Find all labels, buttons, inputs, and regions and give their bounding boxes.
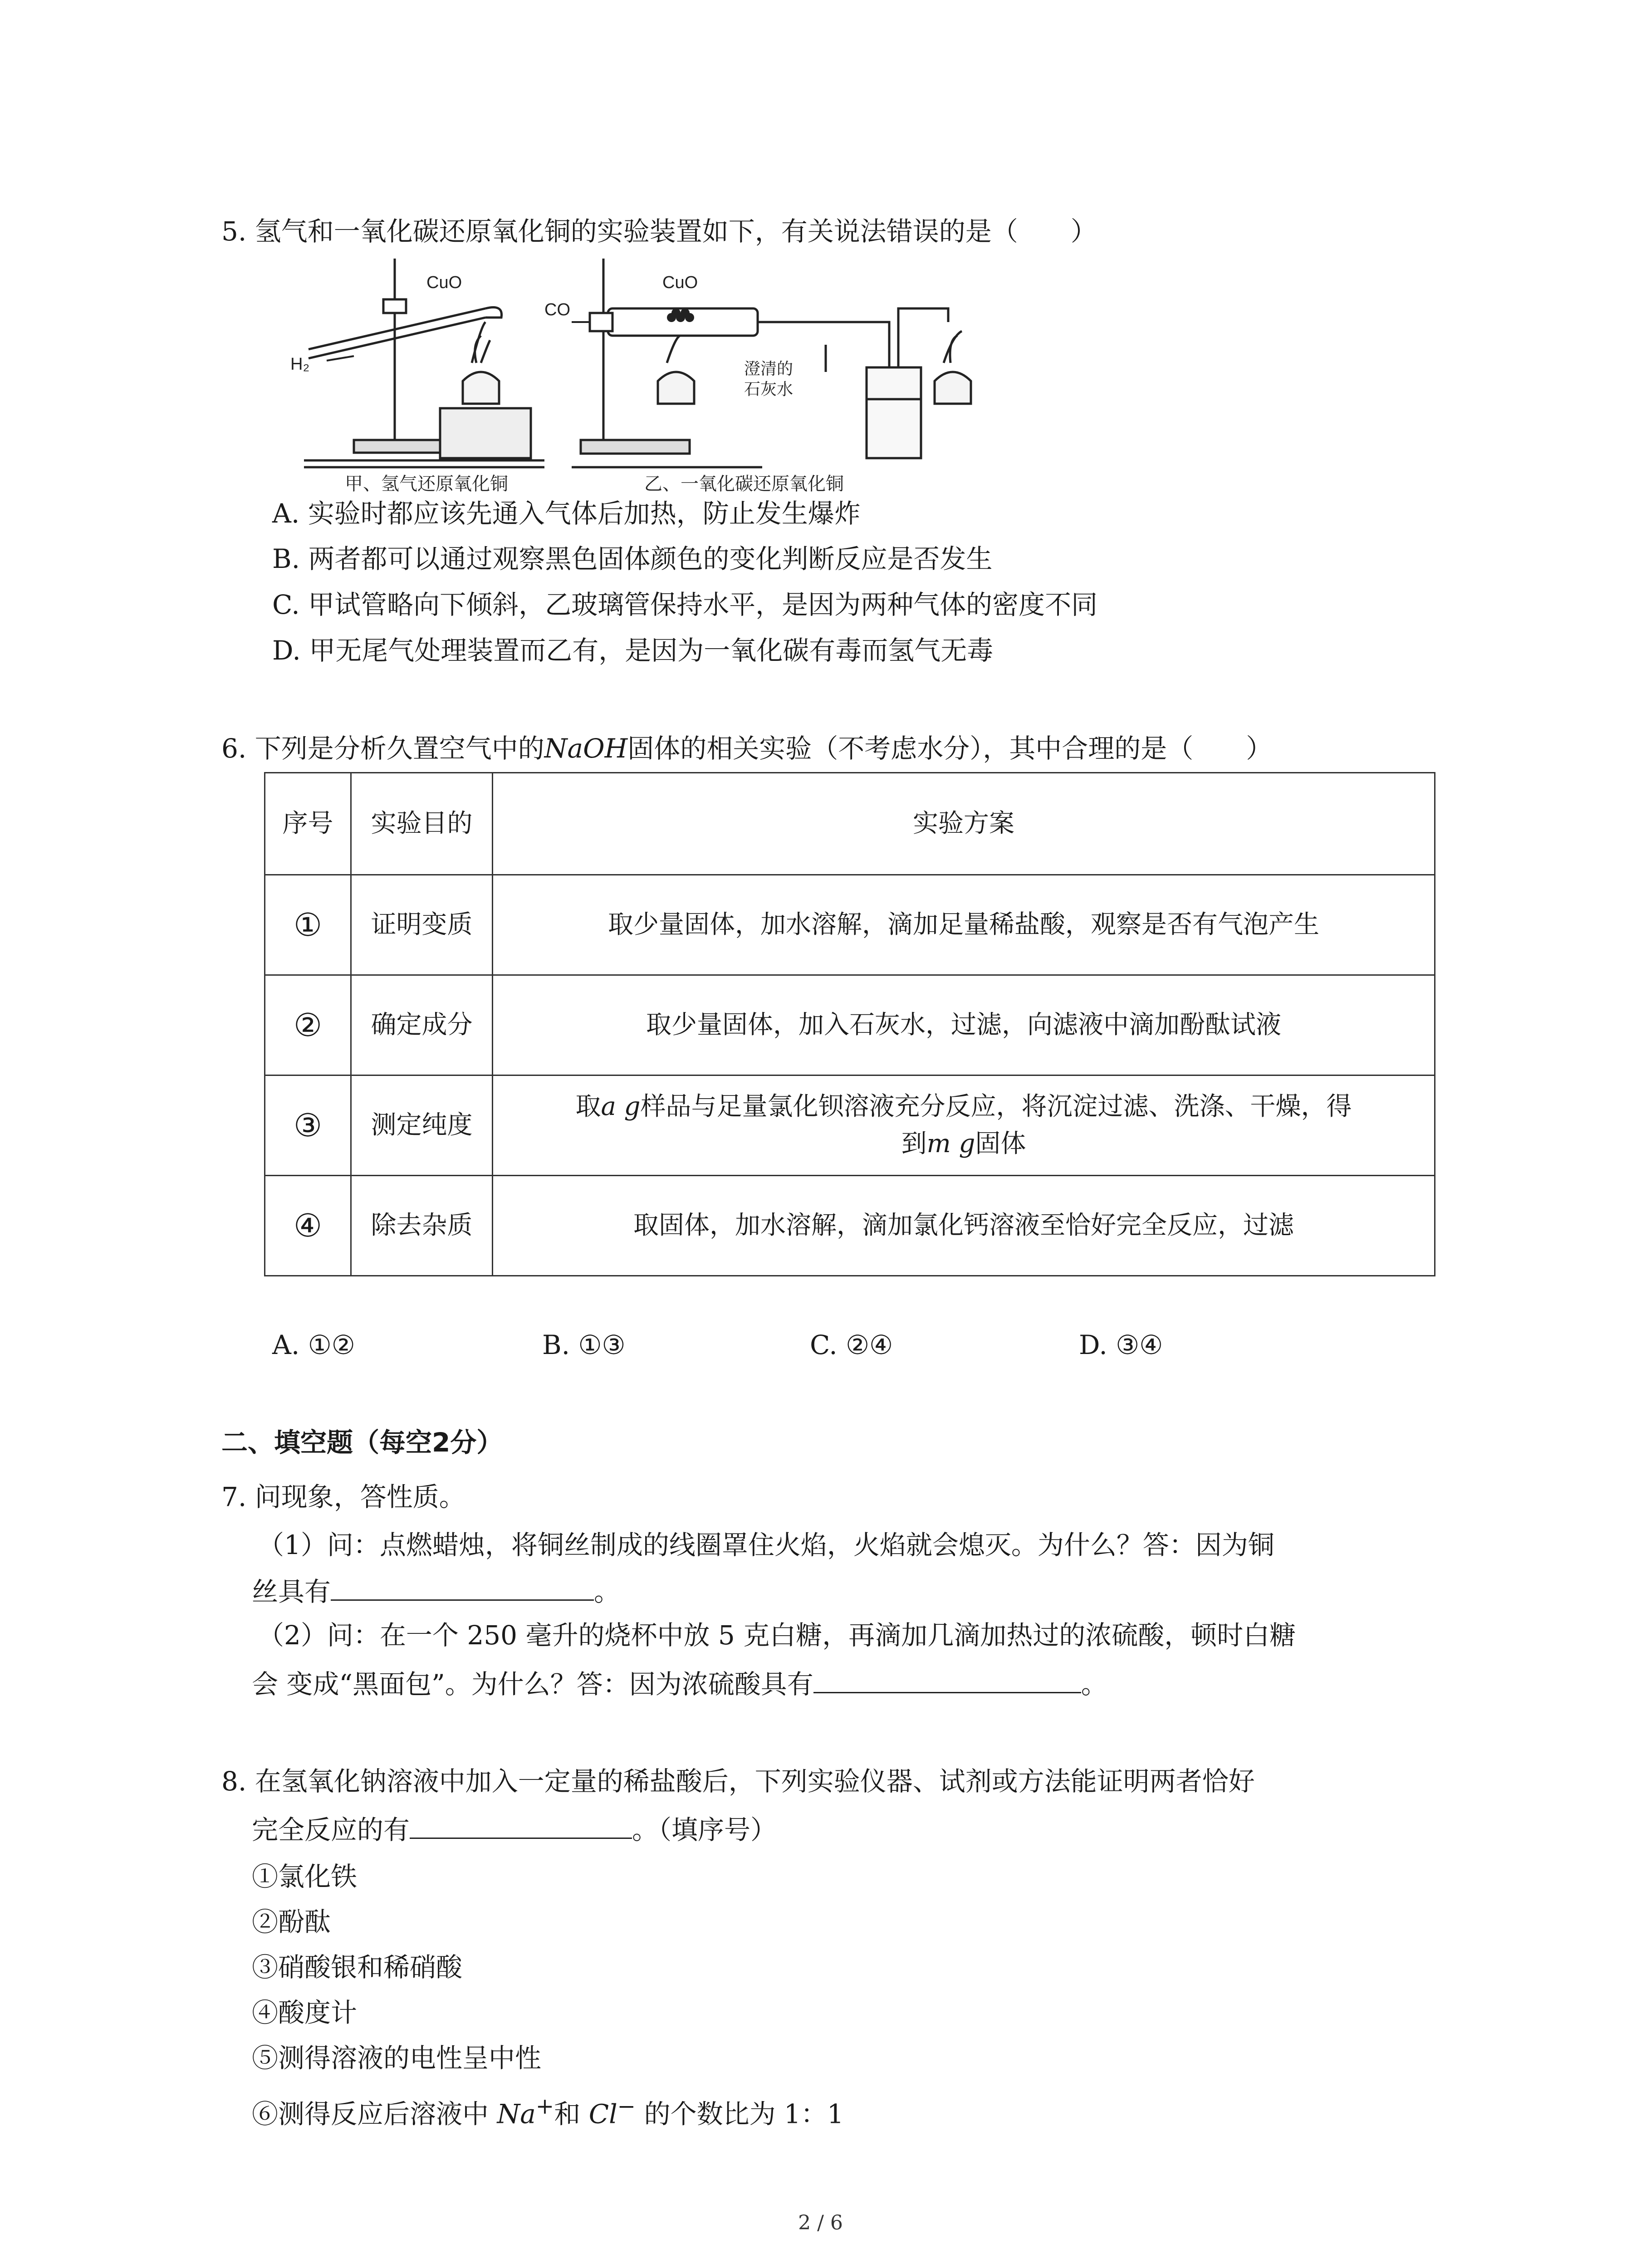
q7-part1-line1: （1）问：点燃蜡烛，将铜丝制成的线圈罩住火焰，火焰就会熄灭。为什么？答：因为铜	[258, 1530, 1274, 1560]
q7-part1-line2: 丝具有 。	[252, 1573, 620, 1610]
header-purpose: 实验目的	[351, 773, 493, 875]
q7-blank-2[interactable]	[813, 1666, 1081, 1693]
limewater-label-1: 澄清的	[744, 359, 794, 378]
q5-option-c: C. 甲试管略向下倾斜，乙玻璃管保持水平，是因为两种气体的密度不同	[272, 589, 1098, 620]
q8-blank[interactable]	[410, 1811, 632, 1839]
q8-stem-line2: 完全反应的有 。（填序号）	[252, 1811, 777, 1848]
section-title: 二、填空题（每空2分）	[221, 1427, 503, 1458]
table-row: ① 证明变质 取少量固体，加水溶解，滴加足量稀盐酸，观察是否有气泡产生	[265, 875, 1435, 975]
q7-blank-1[interactable]	[331, 1573, 594, 1601]
caption-right: 乙、一氧化碳还原氧化铜	[644, 474, 844, 494]
cuo-left-label: CuO	[426, 273, 462, 292]
q7-part2-line1: （2）问：在一个 250 毫升的烧杯中放 5 克白糖，再滴加几滴加热过的浓硫酸，顿时白糖	[258, 1620, 1296, 1651]
header-plan: 实验方案	[493, 773, 1435, 875]
q8-item-5: ⑤测得溶液的电性呈中性	[252, 2043, 542, 2073]
co-label: CO	[544, 300, 570, 319]
q8-item-3: ③硝酸银和稀硝酸	[252, 1952, 463, 1983]
table-row: ③ 测定纯度 取a g样品与足量氯化钡溶液充分反应，将沉淀过滤、洗涤、干燥，得 到m g固体	[265, 1075, 1435, 1176]
q6-answer-d: D. ③④	[1079, 1330, 1163, 1360]
naoh-formula: NaOH	[544, 733, 628, 764]
q5-option-a: A. 实验时都应该先通入气体后加热，防止发生爆炸	[272, 498, 861, 529]
q8-item-2: ②酚酞	[252, 1906, 331, 1937]
q6-answer-a: A. ①②	[272, 1330, 355, 1360]
q6-answer-c: C. ②④	[810, 1330, 893, 1360]
experiment-table	[264, 772, 1435, 1276]
table-row: ② 确定成分 取少量固体，加入石灰水，过滤，向滤液中滴加酚酞试液	[265, 975, 1435, 1075]
table-header-row	[265, 773, 1435, 875]
h2-label: H₂	[290, 355, 310, 374]
q8-item-6: ⑥测得反应后溶液中 Na+和 Cl− 的个数比为 1：1	[252, 2094, 844, 2130]
limewater-label-2: 石灰水	[744, 380, 794, 398]
apparatus-figure	[290, 254, 989, 494]
page-number: 2 / 6	[798, 2211, 843, 2234]
q5-stem: 5. 氢气和一氧化碳还原氧化铜的实验装置如下，有关说法错误的是（ ）	[221, 216, 1097, 247]
table-row: ④ 除去杂质 取固体，加水溶解，滴加氯化钙溶液至恰好完全反应，过滤	[265, 1176, 1435, 1276]
q8-stem-line1: 8. 在氢氧化钠溶液中加入一定量的稀盐酸后，下列实验仪器、试剂或方法能证明两者恰好	[221, 1766, 1255, 1797]
q7-stem: 7. 问现象，答性质。	[221, 1481, 465, 1512]
q5-option-b: B. 两者都可以通过观察黑色固体颜色的变化判断反应是否发生	[272, 543, 993, 574]
q7-part2-line2: 会 变成“黑面包”。为什么？答：因为浓硫酸具有 。	[252, 1666, 1107, 1702]
caption-left: 甲、氢气还原氧化铜	[345, 474, 508, 494]
header-no: 序号	[265, 773, 351, 875]
q6-stem: 6. 下列是分析久置空气中的NaOH固体的相关实验（不考虑水分），其中合理的是（ ）	[221, 733, 1273, 764]
cuo-right-label: CuO	[662, 273, 698, 292]
q5-option-d: D. 甲无尾气处理装置而乙有，是因为一氧化碳有毒而氢气无毒	[272, 635, 994, 666]
q8-item-4: ④酸度计	[252, 1997, 358, 2028]
plan-3-cell: 取a g样品与足量氯化钡溶液充分反应，将沉淀过滤、洗涤、干燥，得 到m g固体	[493, 1075, 1435, 1176]
q6-answer-b: B. ①③	[542, 1330, 626, 1360]
q8-item-1: ①氯化铁	[252, 1861, 358, 1892]
